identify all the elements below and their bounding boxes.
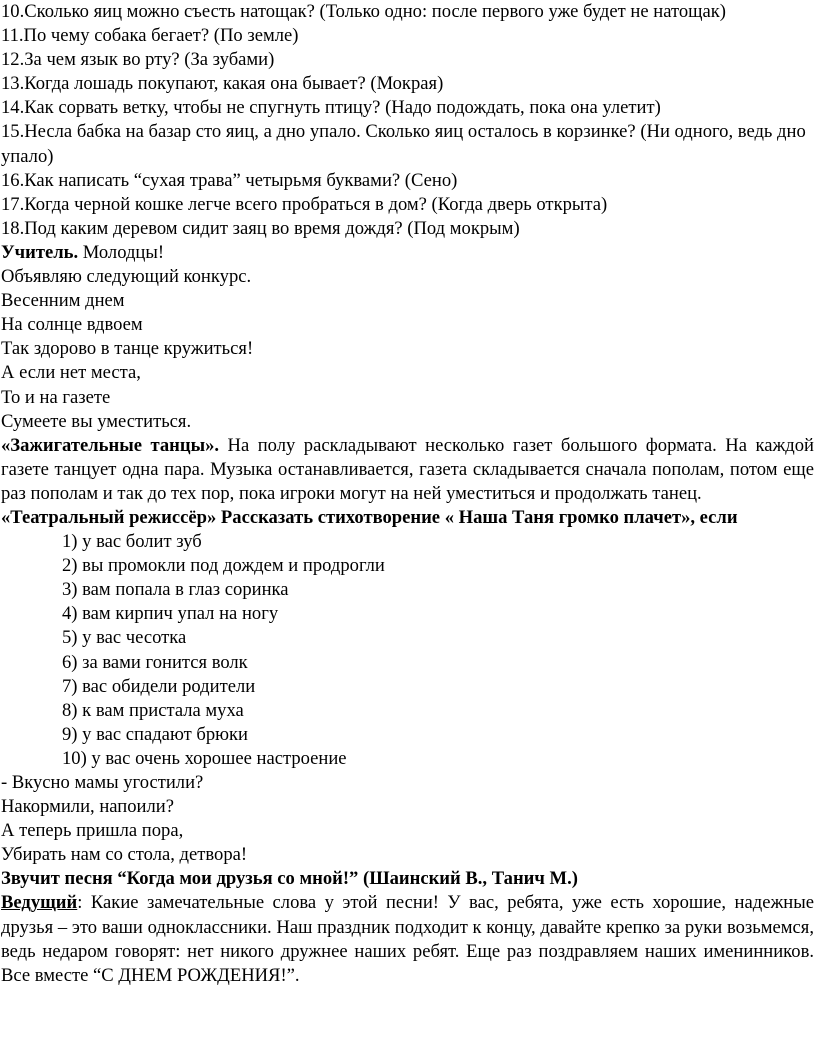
list-item: 5) у вас чесотка [62,627,187,649]
riddle-12: 12.За чем язык во рту? (За зубами) [1,49,275,71]
host-paragraph [1,891,814,987]
riddles-list [1,0,814,241]
teacher-speaker: Учитель. [1,241,79,263]
riddle-13: 13.Когда лошадь покупают, какая она бывает? (Мокрая) [1,73,444,95]
poem-line: Так здорово в танце кружиться! [1,338,254,360]
closing-poem [1,771,814,867]
riddle-16: 16.Как написать “сухая трава” четырьмя буквами? (Сено) [1,169,458,191]
teacher-text: Молодцы! [78,241,165,263]
list-item: 2) вы промокли под дождем и продрогли [62,555,385,577]
host-text: : Какие замечательные слова у этой песни! У вас, ребята, уже есть хорошие, надежные друзья – это ваши одноклассники. Наш праздник подходит к концу, давайте крепко за руки возьмемся, ведь недаром говорят: нет никого дружнее наших ребят. Еще раз поздравляем наших именинников. Все вместе “С ДНЕМ РОЖДЕНИЯ!”. [1,892,814,986]
poem-line: На солнце вдвоем [1,314,143,336]
poem-line: Накормили, напоили? [1,796,174,818]
riddle-15: 15.Несла бабка на базар сто яиц, а дно упало. Сколько яиц осталось в корзинке? (Ни одного, ведь дно упало) [1,121,806,167]
poem-line: Весенним днем [1,290,125,312]
dance-contest-text: На полу раскладывают несколько газет большого формата. На каждой газете танцует одна пара. Музыка останавливается, газета складывается сначала пополам, потом еще раз пополам и так до тех пор, пока игроки могут на ней уместиться и продолжать танец. [1,434,815,504]
riddle-10: 10.Сколько яиц можно съесть натощак? (Только одно: после первого уже будет не натощак) [1,1,726,22]
list-item: 8) к вам пристала муха [62,699,244,721]
list-item: 4) вам кирпич упал на ногу [62,603,279,625]
dance-contest-title: «Зажигательные танцы». [1,434,220,456]
announce-poem [1,265,814,434]
song-line: Звучит песня “Когда мои друзья со мной!” (Шаинский В., Танич М.) [1,868,578,890]
list-item: 1) у вас болит зуб [62,531,202,553]
poem-line: А теперь пришла пора, [1,820,184,842]
list-item: 7) вас обидели родители [62,675,256,697]
riddle-14: 14.Как сорвать ветку, чтобы не спугнуть птицу? (Надо подождать, пока она улетит) [1,97,661,119]
riddle-11: 11.По чему собака бегает? (По земле) [1,25,299,47]
poem-line: Сумеете вы уместиться. [1,410,192,432]
director-contest-title: «Театральный режиссёр» Рассказать стихотворение « Наша Таня громко плачет», если [1,506,738,528]
poem-line: Объявляю следующий конкурс. [1,266,252,288]
list-item: 6) за вами гонится волк [62,651,248,673]
teacher-line [1,241,814,265]
dance-contest-paragraph [1,434,814,506]
riddle-18: 18.Под каким деревом сидит заяц во время дождя? (Под мокрым) [1,217,520,239]
poem-line: То и на газете [1,386,111,408]
list-item: 3) вам попала в глаз соринка [62,579,289,601]
host-speaker: Ведущий [1,892,78,914]
list-item: 10) у вас очень хорошее настроение [62,747,347,769]
poem-line: - Вкусно мамы угостили? [1,772,204,793]
poem-line: А если нет места, [1,362,141,384]
list-item: 9) у вас спадают брюки [62,723,248,745]
poem-line: Убирать нам со стола, детвора! [1,844,248,866]
riddle-17: 17.Когда черной кошке легче всего пробраться в дом? (Когда дверь открыта) [1,193,608,215]
conditions-list [1,530,814,771]
